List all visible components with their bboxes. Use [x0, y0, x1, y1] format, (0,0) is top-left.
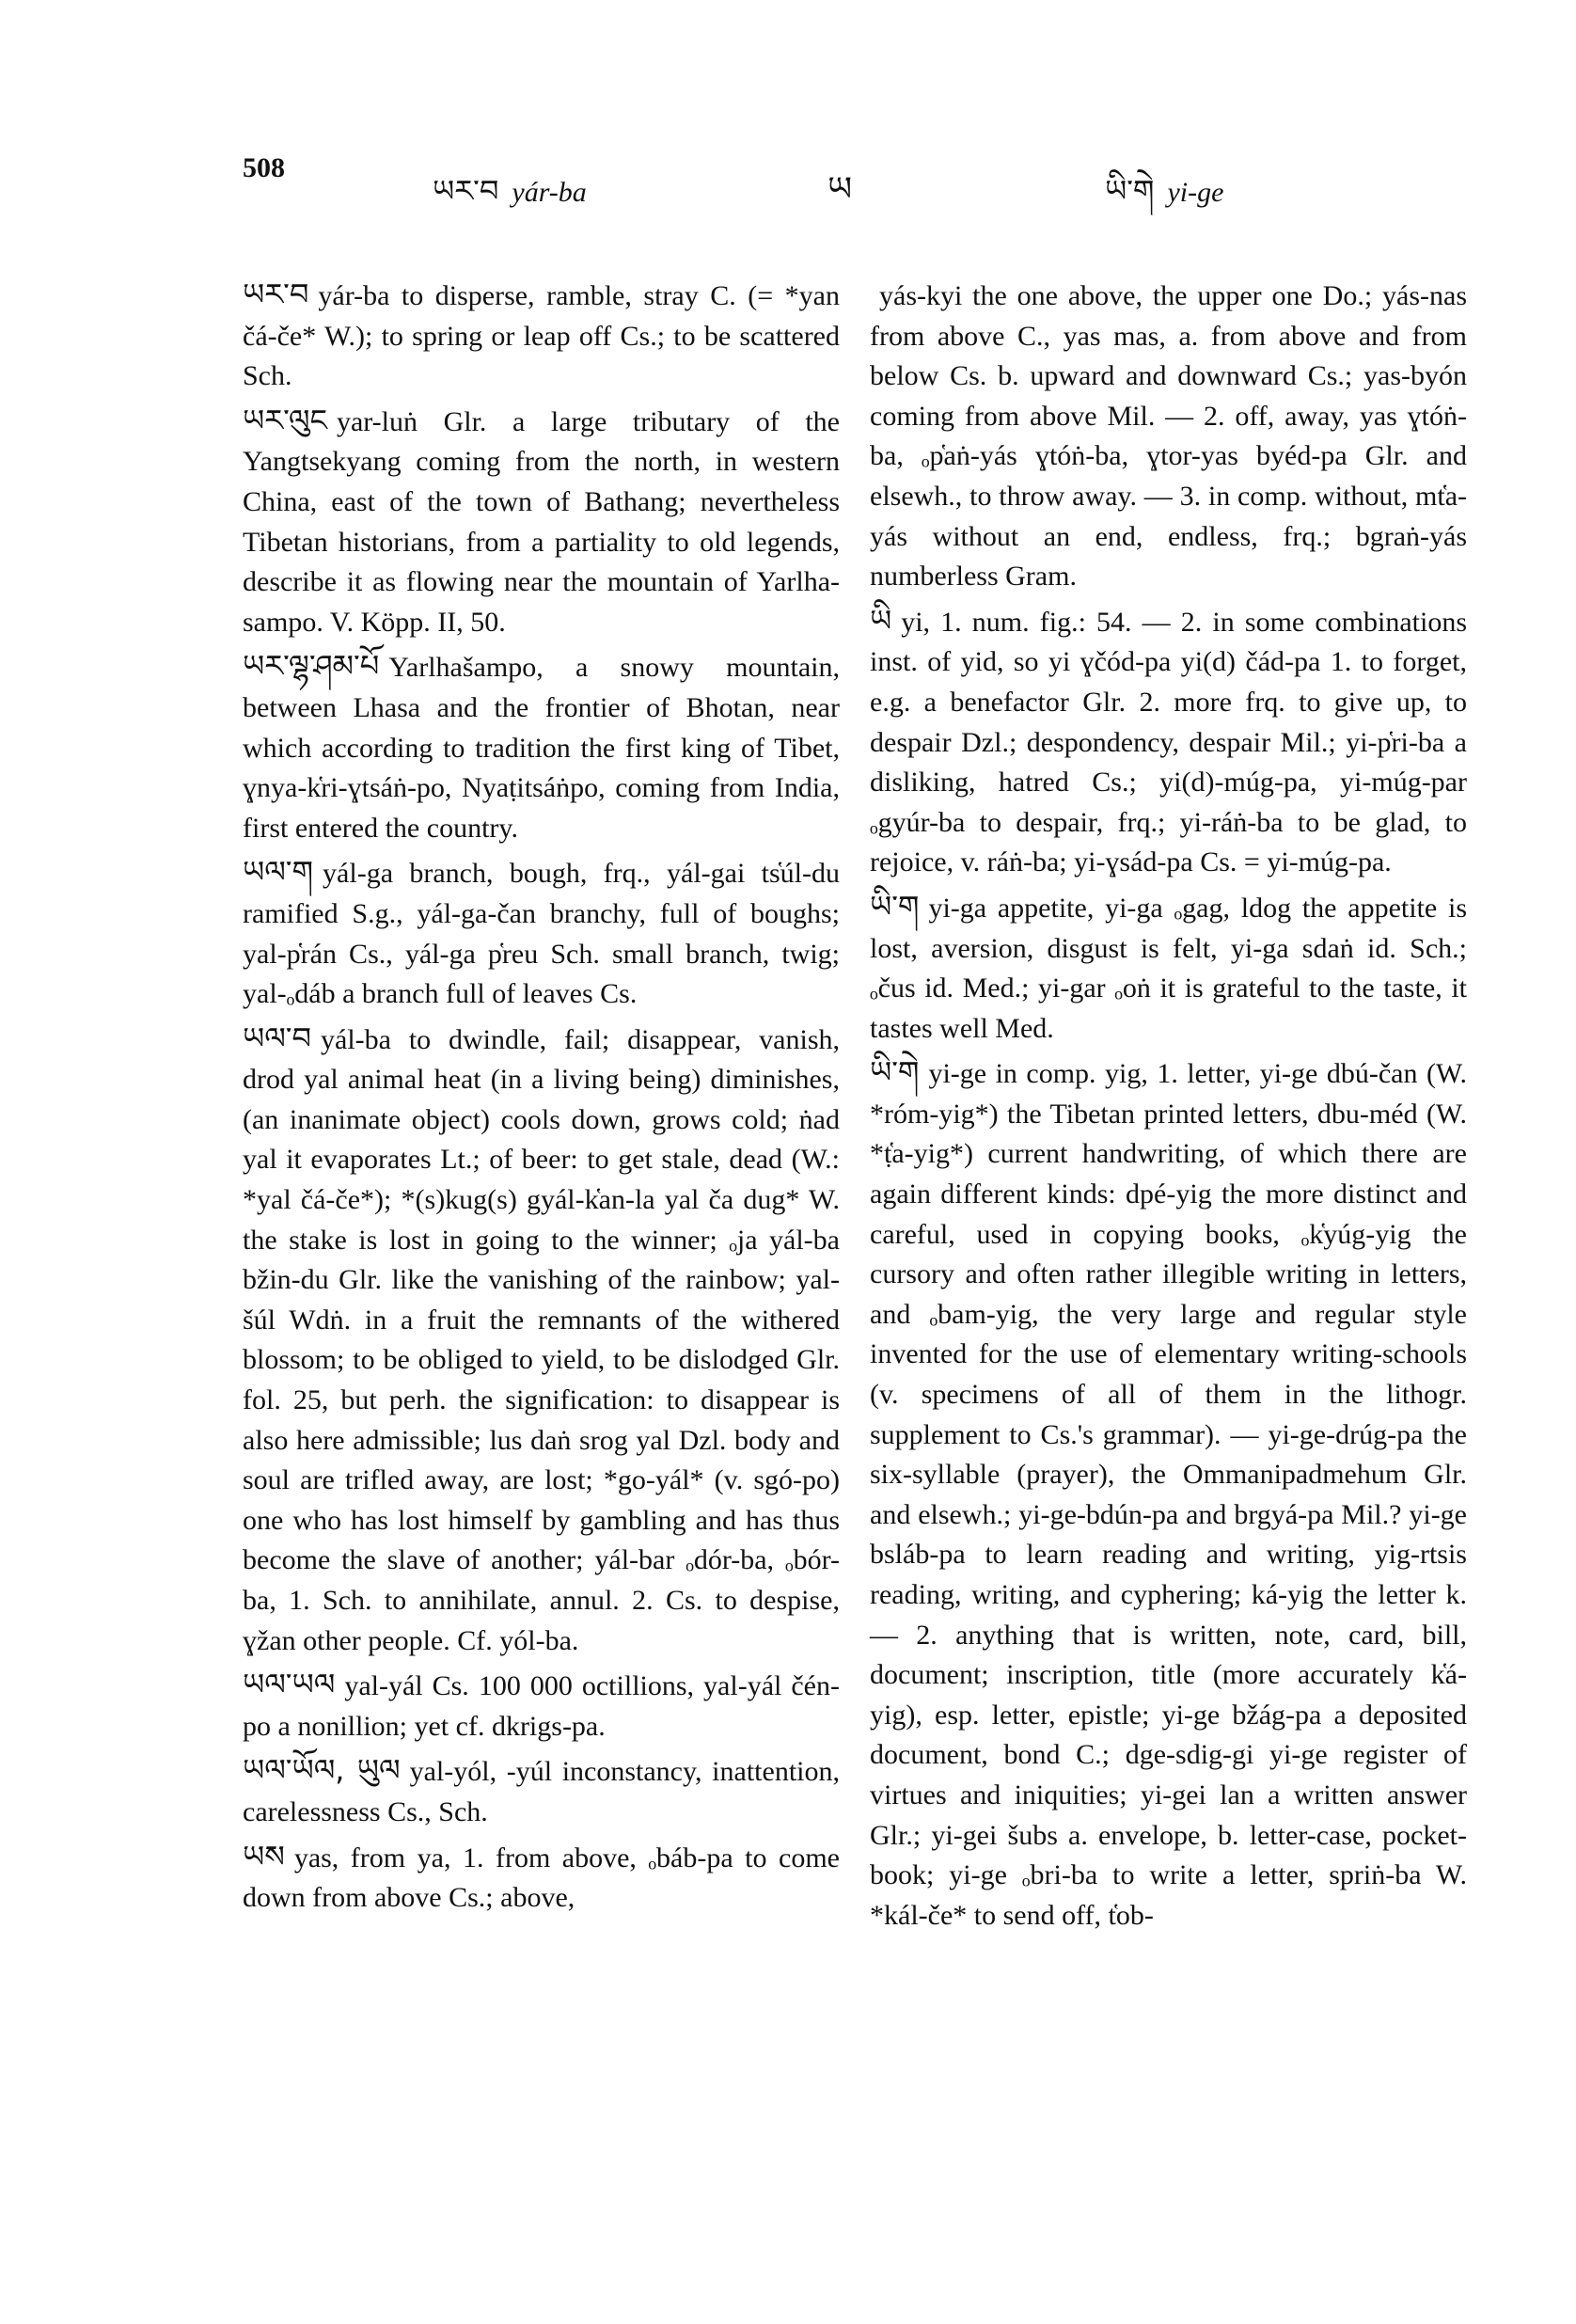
- entry-text: yas, from ya, 1. from above, ₒbáb-pa to come down from above Cs.; above,: [243, 1842, 840, 1914]
- entry-headword: ཡལ་ག: [243, 854, 314, 891]
- entry-headword: ཡར་ལུང: [243, 402, 327, 438]
- dictionary-entry: [870, 887, 1467, 1049]
- right-running-head-tibetan: ཡི་གེ: [1105, 173, 1155, 209]
- dictionary-entry: [243, 852, 840, 1014]
- entry-headword: ཡལ་ཡོལ, ཡུལ: [243, 1752, 401, 1789]
- entry-headword: ཡི་གེ: [870, 1054, 920, 1091]
- entry-headword: ཡལ་ཡལ: [243, 1667, 336, 1703]
- dictionary-entry: [243, 1837, 840, 1919]
- section-letter: ཡ: [827, 170, 853, 209]
- entry-text: yás-kyi the one above, the upper one Do.; yás-nas from above C., yas mas, a. from above and from below Cs. b. upward and downward Cs.; yas-byón coming from above Mil. — 2. off, away, yas ɣtóṅ-ba, ₒp̔aṅ-yás ɣtóṅ-ba, ɣtor-yas byéd-pa Glr. and elsewh., to throw away. — 3. in comp. without, mt̔a-yás without an end, endless, frq.; bgraṅ-yás numberless Gram.: [870, 280, 1467, 593]
- entry-text: yal-yól, -yúl inconstancy, inattention, carelessness Cs., Sch.: [243, 1756, 840, 1827]
- entry-text: yal-yál Cs. 100 000 octillions, yal-yál čén-po a nonillion; yet cf. dkrigs-pa.: [243, 1670, 840, 1742]
- entry-text: Yarlhašampo, a snowy mountain, between Lhasa and the frontier of Bhotan, near which according to tradition the first king of Tibet, ɣnya-k̔ri-ɣtsáṅ-po, Nyaṭitsáṅpo, coming from India, first entered the country.: [243, 652, 840, 844]
- entry-text: yál-ba to dwindle, fail; disappear, vanish, drod yal animal heat (in a living being) diminishes, (an inanimate object) cools down, grows cold; ṅad yal it evaporates Lt.; of beer: to get stale, dead (W.: *yal čá-če*); *(s)kug(s) gyál-k̔an-la yal ča dug* W. the stake is lost in going to the winner; ₒja yál-ba bžin-du Glr. like the vanishing of the rainbow; yal-šúl Wdṅ. in a fruit the remnants of the withered blossom; to be obliged to yield, to be dislodged Glr. fol. 25, but perh. the signification: to disappear is also here admissible; lus daṅ srog yal Dzl. body and soul are trifled away, are lost; *go-yál* (v. sgó-po) one who has lost himself by gambling and has thus become the slave of another; yál-bar ₒdór-ba, ₒbór-ba, 1. Sch. to annihilate, annul. 2. Cs. to despise, ɣžan other people. Cf. yól-ba.: [243, 1023, 840, 1656]
- dictionary-entry: [870, 275, 1467, 597]
- entry-headword: ཡར་བ: [243, 277, 309, 312]
- dictionary-entry: [243, 401, 840, 643]
- page-header: [0, 141, 1576, 226]
- dictionary-entry: [243, 275, 840, 397]
- right-running-head: [1105, 158, 1223, 243]
- entry-text: yár-ba to disperse, ramble, stray C. (= *yan čá-če* W.); to spring or leap off Cs.; to be scattered Sch.: [243, 280, 840, 392]
- entry-text: yi-ga appetite, yi-ga ₒgag, ldog the appetite is lost, aversion, disgust is felt, yi-ga sdaṅ id. Sch.; ₒčus id. Med.; yi-gar ₒoṅ it is grateful to the taste, it tastes well Med.: [870, 892, 1467, 1044]
- dictionary-entry: [243, 646, 840, 848]
- entry-headword: ཡལ་བ: [243, 1020, 312, 1056]
- entry-text: yi-ge in comp. yig, 1. letter, yi-ge dbú-čan (W. *róm-yig*) the Tibetan printed letters, dbu-méd (W. *ṭ̔a-yig*) current handwriting, of which there are again different kinds: dpé-yig the more distinct and careful, used in copying books, ₒk̔yúg-yig the cursory and often rather illegible writing in letters, and ₒbam-yig, the very large and regular style invented for the use of elementary writing-schools (v. specimens of all of them in the lithogr. supplement to Cs.'s grammar). — yi-ge-drúg-pa the six-syllable (prayer), the Ommanipadmehum Glr. and elsewh.; yi-ge-bdún-pa and brgyá-pa Mil.? yi-ge bsláb-pa to learn reading and writing, yig-rtsis reading, writing, and cyphering; ká-yig the letter k. — 2. anything that is written, note, card, bill, document; inscription, title (more accurately k̔á-yig), esp. letter, epistle; yi-ge bžág-pa a deposited document, bond C.; dge-sdig-gi yi-ge register of virtues and iniquities; yi-gei lan a written answer Glr.; yi-gei šubs a. envelope, b. letter-case, pocket-book; yi-ge ₒbri-ba to write a letter, spriṅ-ba W. *kál-če* to send off, t̔ob-: [870, 1058, 1467, 1931]
- entry-headword: ཡི་ག: [870, 888, 920, 925]
- dictionary-entry: [243, 1750, 840, 1832]
- left-column: [243, 275, 840, 1922]
- right-running-head-translit: yi-ge: [1167, 177, 1224, 208]
- dictionary-entry: [243, 1019, 840, 1662]
- left-running-head-translit: yár-ba: [512, 177, 587, 208]
- entry-headword: ཡར་ལྷ་ཤམ་པོ: [243, 648, 380, 685]
- dictionary-entry: [870, 1052, 1467, 1936]
- entry-headword: ཡི: [870, 602, 892, 639]
- dictionary-entry: [870, 601, 1467, 883]
- entry-text: yar-luṅ Glr. a large tributary of the Yangtsekyang coming from the north, in western China, east of the town of Bathang; nevertheless Tibetan historians, from a partiality to old legends, describe it as flowing near the mountain of Yarlha-sampo. V. Köpp. II, 50.: [243, 405, 840, 638]
- page-number: 508: [243, 152, 285, 183]
- left-running-head: [433, 158, 587, 243]
- right-column: [870, 275, 1467, 1939]
- left-running-head-tibetan: ཡར་བ: [433, 173, 499, 209]
- dictionary-entry: [243, 1665, 840, 1747]
- entry-headword: ཡས: [243, 1838, 285, 1874]
- entry-text: yál-ga branch, bough, frq., yál-gai ts̔úl-du ramified S.g., yál-ga-čan branchy, full of boughs; yal-p̔rán Cs., yál-ga p̔reu Sch. small branch, twig; yal-ₒdáb a branch full of leaves Cs.: [243, 858, 840, 1010]
- entry-text: yi, 1. num. fig.: 54. — 2. in some combinations inst. of yid, so yi ɣčód-pa yi(d) čád-pa 1. to forget, e.g. a benefactor Glr. 2. more frq. to give up, to despair Dzl.; despondency, despair Mil.; yi-p̔ri-ba a disliking, hatred Cs.; yi(d)-múg-pa, yi-múg-par ₒgyúr-ba to despair, frq.; yi-ráṅ-ba to be glad, to rejoice, v. ráṅ-ba; yi-ɣsád-pa Cs. = yi-múg-pa.: [870, 606, 1467, 878]
